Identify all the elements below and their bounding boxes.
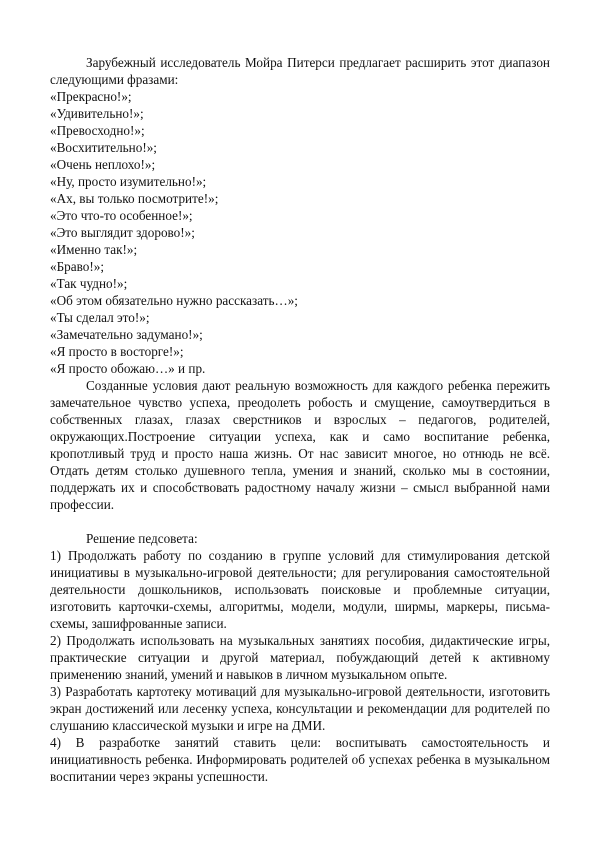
document-page xyxy=(50,54,550,785)
phrase-item: «Замечательно задумано!»; xyxy=(50,327,203,342)
phrase-item: «Удивительно!»; xyxy=(50,106,144,121)
decision-title: Решение педсовета: xyxy=(86,531,198,546)
phrase-list xyxy=(50,88,550,377)
phrase-item: «Прекрасно!»; xyxy=(50,89,132,104)
phrase-item: «Превосходно!»; xyxy=(50,123,145,138)
intro-paragraph: Зарубежный исследователь Мойра Питерси предлагает расширить этот диапазон следующими фразами: xyxy=(50,55,550,87)
phrase-item: «Ах, вы только посмотрите!»; xyxy=(50,191,219,206)
phrase-item: «Очень неплохо!»; xyxy=(50,157,156,172)
decision-list xyxy=(50,547,550,785)
phrase-item: «Браво!»; xyxy=(50,259,104,274)
phrase-item: «Об этом обязательно нужно рассказать…»; xyxy=(50,293,298,308)
phrase-item: «Именно так!»; xyxy=(50,242,138,257)
phrase-item: «Это что-то особенное!»; xyxy=(50,208,193,223)
spacer xyxy=(50,513,550,530)
decision-item: 2) Продолжать использовать на музыкальных занятиях пособия, дидактические игры, практические ситуации и другой материал, побуждающий детей к активному применению знаний, умений и навыков в личном музыкальном опыте. xyxy=(50,633,550,682)
phrase-item: «Я просто в восторге!»; xyxy=(50,344,184,359)
phrase-item: «Так чудно!»; xyxy=(50,276,128,291)
decision-item: 4) В разработке занятий ставить цели: воспитывать самостоятельность и инициативность ребенка. Информировать родителей об успехах ребенка в музыкальном воспитании через экраны успешности. xyxy=(50,735,550,784)
phrase-item: «Восхитительно!»; xyxy=(50,140,157,155)
decision-item: 1) Продолжать работу по созданию в группе условий для стимулирования детской инициативы в музыкально-игровой деятельности; для регулирования самостоятельной деятельности дошкольников, использовать поисковые и проблемные ситуации, изготовить карточки-схемы, алгоритмы, модели, модули, ширмы, маркеры, письма-схемы, зашифрованные записи. xyxy=(50,548,550,631)
phrase-item: «Ну, просто изумительно!»; xyxy=(50,174,207,189)
phrase-item: «Ты сделал это!»; xyxy=(50,310,150,325)
body-paragraph: Созданные условия дают реальную возможность для каждого ребенка пережить замечательное чувство успеха, преодолеть робость и смущение, самоутвердиться в собственных глазах, глазах сверстников и взрослых – педагогов, родителей, окружающих.Построение ситуации успеха, как и само воспитание ребенка, кропотливый труд и просто наша жизнь. От нас зависит многое, но отнюдь не всё. Отдать детям столько душевного тепла, умения и знаний, сколько мы в состоянии, поддержать их и способствовать радостному началу жизни – смысл выбранной нами профессии. xyxy=(50,378,550,512)
phrase-item: «Это выглядит здорово!»; xyxy=(50,225,195,240)
decision-item: 3) Разработать картотеку мотиваций для музыкально-игровой деятельности, изготовить экран достижений или лесенку успеха, консультации и рекомендации для родителей по слушанию классической музыки и игре на ДМИ. xyxy=(50,684,550,733)
phrase-item: «Я просто обожаю…» и пр. xyxy=(50,361,206,376)
